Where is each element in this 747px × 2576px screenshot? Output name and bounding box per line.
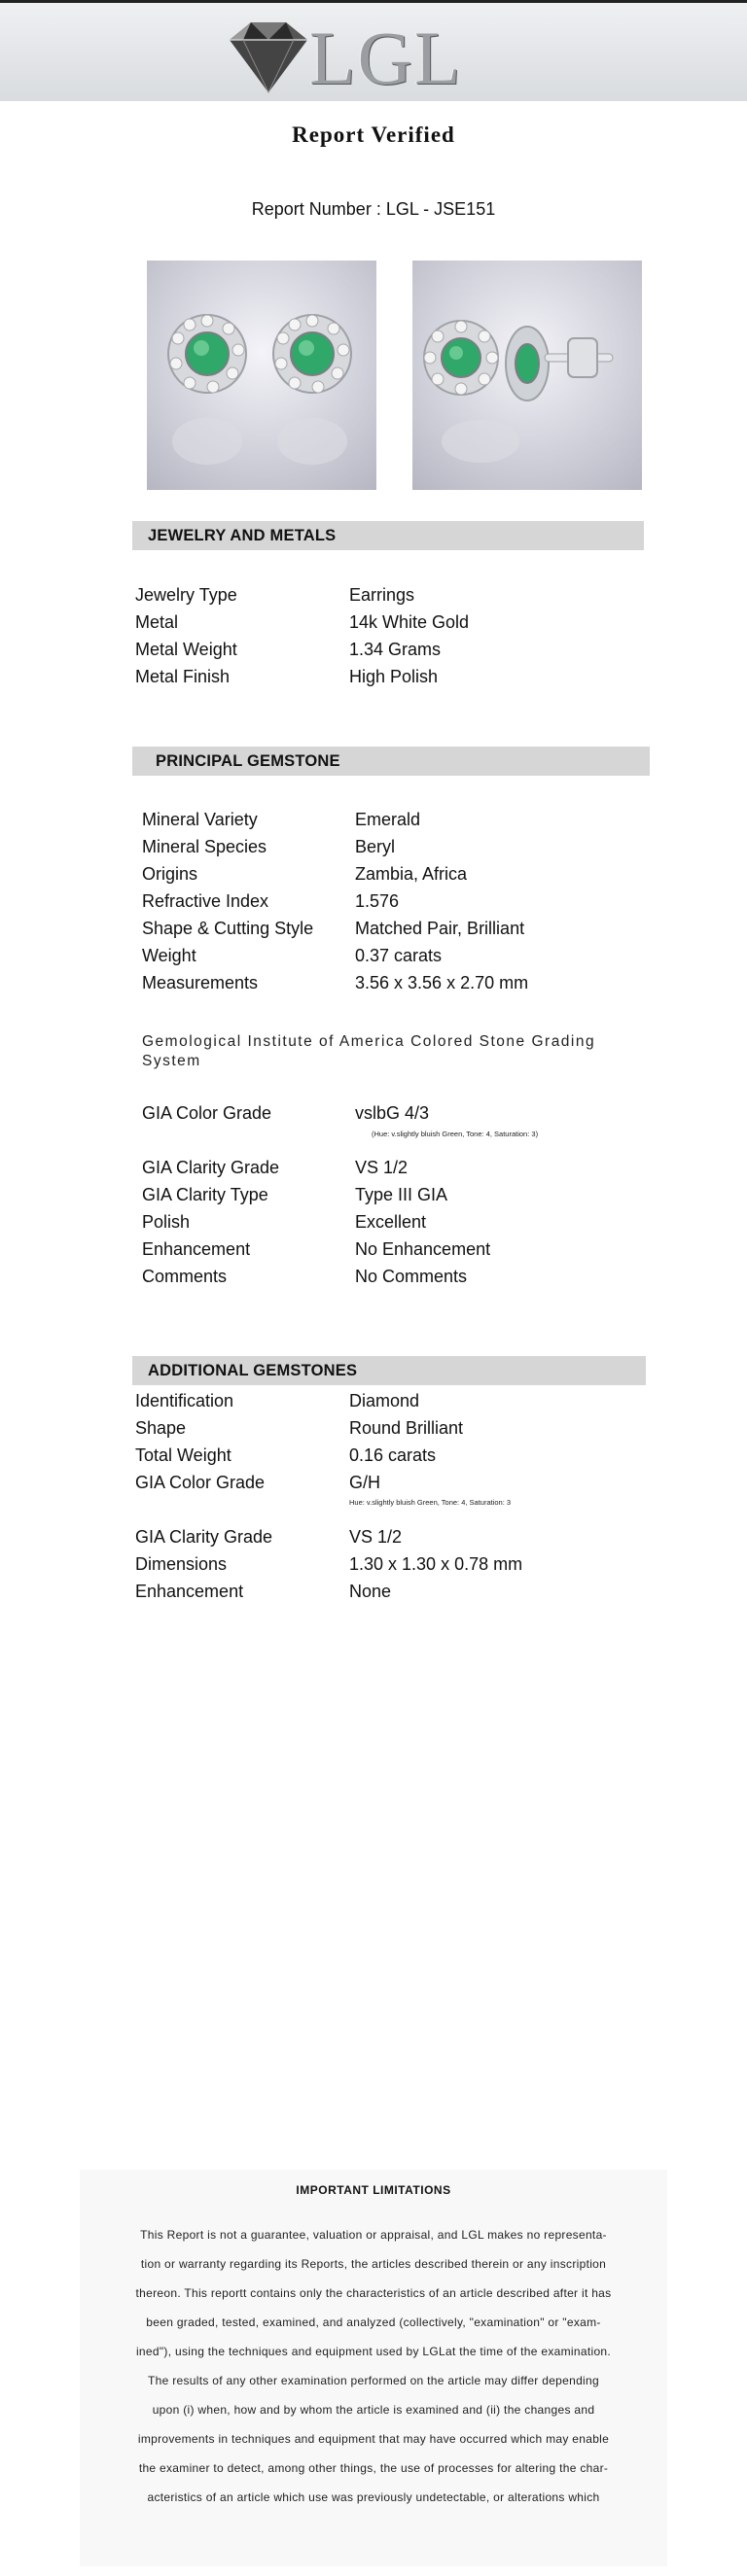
limitations-line: ined"), using the techniques and equipment used by LGLat the time of the examination. [135,2345,612,2358]
limitations-line: thereon. This reportt contains only the characteristics of an article described after it has [135,2286,612,2300]
row-value: 0.37 carats [355,946,443,965]
row-label: Metal [135,612,179,632]
row-label: GIA Clarity Type [142,1185,268,1204]
color-grade-note: Hue: v.slightly bluish Green, Tone: 4, Saturation: 3 [349,1498,512,1507]
row-label: Polish [142,1212,191,1232]
lgl-logo[interactable] [222,16,475,100]
jewelry-metals-heading: JEWELRY AND METALS [132,521,644,550]
row-value: 14k White Gold [349,612,470,632]
row-value: VS 1/2 [349,1527,403,1547]
row-label: Shape [135,1418,187,1438]
row-label: Comments [142,1267,228,1286]
earrings-front-photo [147,261,376,490]
row-label: Dimensions [135,1554,228,1574]
row-label: Total Weight [135,1445,231,1465]
limitations-line: This Report is not a guarantee, valuation or appraisal, and LGL makes no representa- [140,2228,607,2242]
row-label: Weight [142,946,196,965]
logo-text: LGL [309,16,463,100]
header-banner [0,0,747,101]
row-value: Beryl [355,837,396,856]
row-label: Enhancement [142,1239,251,1259]
limitations-title: IMPORTANT LIMITATIONS [296,2183,451,2197]
principal-gemstone-heading: PRINCIPAL GEMSTONE [132,747,650,776]
earrings-side-photo [412,261,642,490]
row-value: Round Brilliant [349,1418,464,1438]
row-value: 0.16 carats [349,1445,437,1465]
row-label: Identification [135,1391,234,1410]
row-value: G/H [349,1473,381,1492]
row-value: vslbG 4/3 [355,1103,430,1123]
limitations-line: been graded, tested, examined, and analyzed (collectively, "examination" or "exam- [146,2315,601,2329]
row-label: GIA Clarity Grade [142,1158,280,1177]
row-value: 1.30 x 1.30 x 0.78 mm [349,1554,523,1574]
row-value: Emerald [355,810,421,829]
row-label: Origins [142,864,198,884]
row-label: GIA Color Grade [135,1473,266,1492]
row-label: Measurements [142,973,259,992]
important-limitations [80,2170,667,2566]
row-label: Shape & Cutting Style [142,919,314,938]
row-label: Jewelry Type [135,585,237,605]
row-label: Mineral Species [142,837,267,856]
row-value: Excellent [355,1212,427,1232]
limitations-line: upon (i) when, how and by whom the article is examined and (ii) the changes and [152,2403,595,2417]
row-label: GIA Color Grade [142,1103,272,1123]
row-value: Diamond [349,1391,420,1410]
row-label: Metal Weight [135,640,237,659]
row-label: Enhancement [135,1582,244,1601]
row-value: Type III GIA [355,1185,448,1204]
report-number: Report Number : LGL - JSE151 [251,199,496,219]
limitations-line: the examiner to detect, among other things, the use of processes for altering the char- [138,2461,609,2475]
row-value: Earrings [349,585,415,605]
color-grade-note: (Hue: v.slightly bluish Green, Tone: 4, Saturation: 3) [372,1130,539,1138]
row-label: Refractive Index [142,891,269,911]
row-label: Mineral Variety [142,810,258,829]
page-title: Report Verified [292,122,455,147]
row-value: High Polish [349,667,439,686]
row-value: No Enhancement [355,1239,491,1259]
row-value: No Comments [355,1267,468,1286]
limitations-line: improvements in techniques and equipment that may have occurred which may enable [137,2432,610,2446]
row-value: Zambia, Africa [355,864,468,884]
row-value: VS 1/2 [355,1158,409,1177]
additional-gemstones-heading: ADDITIONAL GEMSTONES [132,1356,646,1385]
limitations-line: The results of any other examination performed on the article may differ depending [148,2374,599,2387]
diamond-logo-icon [222,17,315,96]
row-label: Metal Finish [135,667,231,686]
row-value: 1.576 [355,891,400,911]
row-value: None [349,1582,392,1601]
row-value: Matched Pair, Brilliant [355,919,525,938]
limitations-line: acteristics of an article which use was previously undetectable, or alterations which [147,2490,600,2504]
row-value: 3.56 x 3.56 x 2.70 mm [355,973,529,992]
limitations-line: tion or warranty regarding its Reports, the articles described therein or any inscription [140,2257,607,2271]
gia-grading-system-heading: Gemological Institute of America Colored Stone Grading System [142,1033,596,1069]
row-label: GIA Clarity Grade [135,1527,273,1547]
row-value: 1.34 Grams [349,640,442,659]
